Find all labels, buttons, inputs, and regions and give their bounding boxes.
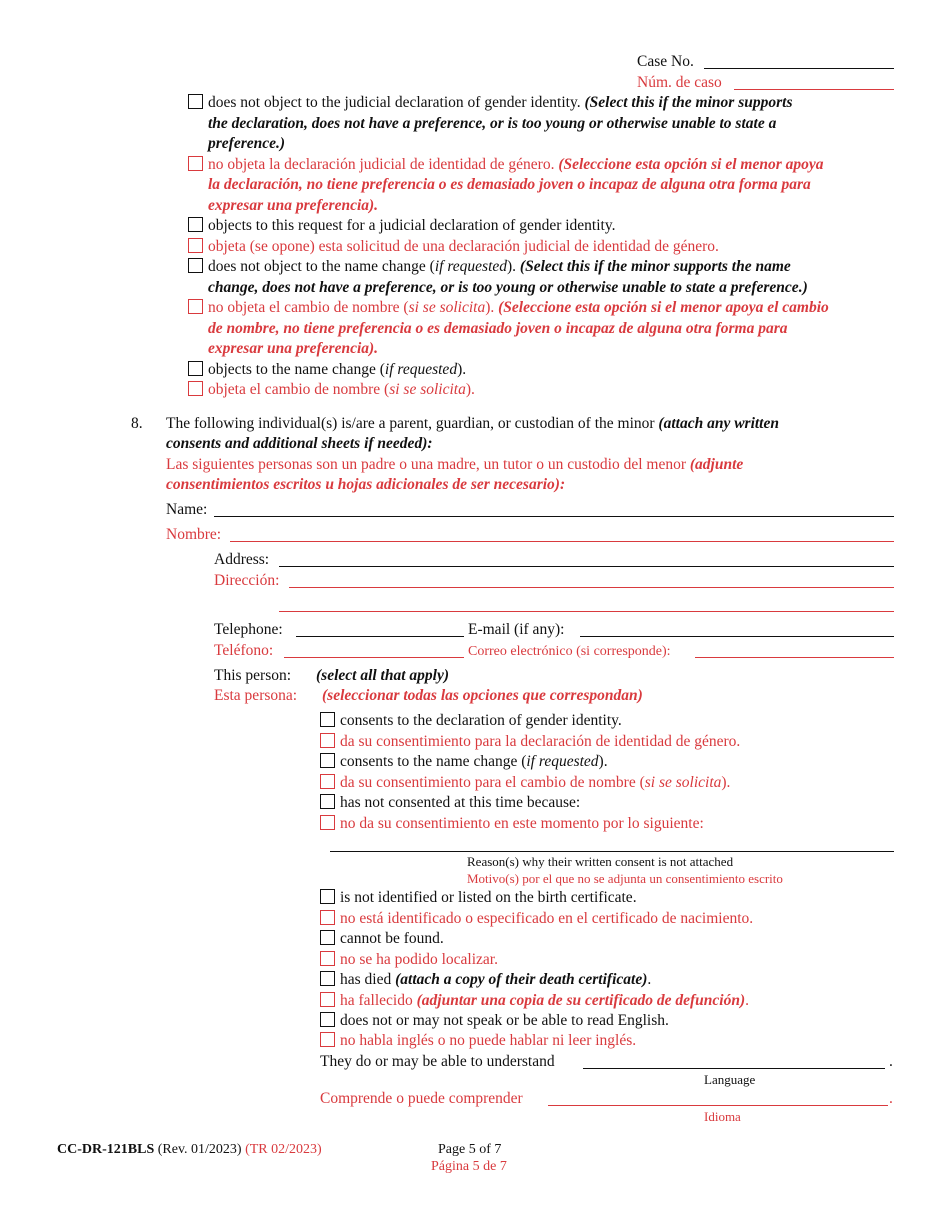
this-person-label: This person: (214, 667, 292, 684)
reason-cannot-be-found-es: no se ha podido localizar. (340, 951, 498, 968)
consent-declaration-es: da su consentimiento para la declaración de identidad de género. (340, 733, 741, 750)
case-no-field-es[interactable] (734, 89, 894, 90)
address-field-es[interactable] (289, 587, 894, 588)
checkbox-consiente-cambio-nombre[interactable] (320, 774, 335, 789)
option-note: the declaration, does not have a preference, or is too young or otherwise unable to state a (208, 115, 777, 132)
email-label: E-mail (if any): (468, 621, 565, 638)
footer-form-id: CC-DR-121BLS (Rev. 01/2023) (TR 02/2023) (57, 1142, 322, 1157)
option-no-objeta-declaracion: no objeta la declaración judicial de identidad de género. (Seleccione esta opción si el menor apoya (208, 156, 824, 173)
select-all-note: (select all that apply) (316, 667, 450, 684)
option-note-es: expresar una preferencia). (208, 340, 379, 357)
understand-label-es: Comprende o puede comprender (320, 1090, 523, 1107)
language-caption-es: Idioma (704, 1109, 741, 1124)
telephone-label: Telephone: (214, 621, 283, 638)
option-note: change, does not have a preference, or is too young or otherwise unable to state a preference.) (208, 279, 808, 296)
section8-intro-note: consents and additional sheets if needed): (166, 435, 433, 452)
reason-caption: Reason(s) why their written consent is not attached (467, 854, 734, 869)
section-number: 8. (131, 415, 143, 432)
reason-caption-es: Motivo(s) por el que no se adjunta un consentimiento escrito (467, 871, 783, 886)
understand-end: . (889, 1053, 893, 1070)
consent-name-change-es: da su consentimiento para el cambio de nombre (si se solicita). (340, 774, 731, 791)
reason-not-on-birth-certificate: is not identified or listed on the birth certificate. (340, 889, 637, 906)
telephone-label-es: Teléfono: (214, 642, 274, 659)
name-field[interactable] (214, 516, 894, 517)
footer-page-es: Página 5 de 7 (431, 1159, 507, 1174)
case-no-label: Case No. (637, 53, 694, 70)
option-no-objeta-cambio-nombre: no objeta el cambio de nombre (si se solicita). (Seleccione esta opción si el menor apoya el cambio (208, 299, 829, 316)
reason-cannot-be-found: cannot be found. (340, 930, 444, 947)
language-caption: Language (704, 1072, 756, 1087)
checkbox-not-object-declaration[interactable] (188, 94, 203, 109)
checkbox-no-consiente[interactable] (320, 815, 335, 830)
address-label-es: Dirección: (214, 572, 280, 589)
checkbox-ha-fallecido[interactable] (320, 992, 335, 1007)
name-label: Name: (166, 501, 208, 518)
checkbox-objects-declaration[interactable] (188, 217, 203, 232)
option-objeta-declaracion: objeta (se opone) esta solicitud de una declaración judicial de identidad de género. (208, 238, 719, 255)
this-person-label-es: Esta persona: (214, 687, 298, 704)
understand-label: They do or may be able to understand (320, 1053, 555, 1070)
has-not-consented: has not consented at this time because: (340, 794, 581, 811)
option-objects-name-change: objects to the name change (if requested). (208, 361, 467, 378)
option-note-es: de nombre, no tiene preferencia o es demasiado joven o incapaz de alguna otra forma para (208, 320, 788, 337)
reason-no-english-es: no habla inglés o no puede hablar ni leer inglés. (340, 1032, 637, 1049)
checkbox-has-died[interactable] (320, 971, 335, 986)
checkbox-no-objeta-cambio-nombre[interactable] (188, 299, 203, 314)
has-not-consented-es: no da su consentimiento en este momento por lo siguiente: (340, 815, 704, 832)
checkbox-no-en-certificado[interactable] (320, 910, 335, 925)
language-field-es[interactable] (548, 1105, 888, 1106)
option-not-object-declaration: does not object to the judicial declaration of gender identity. (Select this if the minor supports (208, 94, 793, 111)
option-not-object-name-change: does not object to the name change (if requested). (Select this if the minor supports the name (208, 258, 791, 275)
reason-has-died-es: ha fallecido (adjuntar una copia de su certificado de defunción). (340, 992, 749, 1009)
consent-declaration: consents to the declaration of gender identity. (340, 712, 622, 729)
checkbox-not-on-birth-certificate[interactable] (320, 889, 335, 904)
name-field-es[interactable] (230, 541, 894, 542)
case-no-field[interactable] (704, 68, 894, 69)
checkbox-no-objeta-declaracion[interactable] (188, 156, 203, 171)
address-label: Address: (214, 551, 270, 568)
reason-has-died: has died (attach a copy of their death certificate). (340, 971, 652, 988)
understand-end-es: . (889, 1090, 893, 1107)
email-label-es: Correo electrónico (si corresponde): (468, 644, 671, 659)
telephone-field[interactable] (296, 636, 464, 637)
reason-no-english: does not or may not speak or be able to read English. (340, 1012, 669, 1029)
option-objects-declaration: objects to this request for a judicial declaration of gender identity. (208, 217, 616, 234)
section8-intro: The following individual(s) is/are a parent, guardian, or custodian of the minor (attach any written (166, 415, 779, 432)
checkbox-not-object-name-change[interactable] (188, 258, 203, 273)
checkbox-objects-name-change[interactable] (188, 361, 203, 376)
reason-not-on-birth-certificate-es: no está identificado o especificado en el certificado de nacimiento. (340, 910, 754, 927)
section8-intro-note-es: consentimientos escritos u hojas adicionales de ser necesario): (166, 476, 566, 493)
checkbox-cannot-be-found[interactable] (320, 930, 335, 945)
option-note: preference.) (208, 135, 286, 152)
telephone-field-es[interactable] (284, 657, 464, 658)
checkbox-has-not-consented[interactable] (320, 794, 335, 809)
email-field-es[interactable] (695, 657, 894, 658)
option-objeta-cambio-nombre: objeta el cambio de nombre (si se solicita). (208, 381, 475, 398)
address-field-line2[interactable] (279, 611, 894, 612)
option-note-es: expresar una preferencia). (208, 197, 379, 214)
address-field[interactable] (279, 566, 894, 567)
footer-page: Page 5 of 7 (438, 1142, 502, 1157)
email-field[interactable] (580, 636, 894, 637)
checkbox-consents-declaration[interactable] (320, 712, 335, 727)
checkbox-objeta-declaracion[interactable] (188, 238, 203, 253)
checkbox-objeta-cambio-nombre[interactable] (188, 381, 203, 396)
option-note-es: la declaración, no tiene preferencia o es demasiado joven o incapaz de alguna otra forma para (208, 176, 811, 193)
checkbox-no-ingles[interactable] (320, 1032, 335, 1047)
checkbox-no-localizado[interactable] (320, 951, 335, 966)
consent-name-change: consents to the name change (if requested). (340, 753, 608, 770)
select-all-note-es: (seleccionar todas las opciones que correspondan) (322, 687, 643, 704)
section8-intro-es: Las siguientes personas son un padre o una madre, un tutor o un custodio del menor (adjunte (166, 456, 744, 473)
checkbox-consiente-declaracion[interactable] (320, 733, 335, 748)
name-label-es: Nombre: (166, 526, 222, 543)
checkbox-consents-name-change[interactable] (320, 753, 335, 768)
case-no-label-es: Núm. de caso (637, 74, 722, 91)
reason-field[interactable] (330, 851, 894, 852)
checkbox-no-english[interactable] (320, 1012, 335, 1027)
language-field[interactable] (583, 1068, 885, 1069)
